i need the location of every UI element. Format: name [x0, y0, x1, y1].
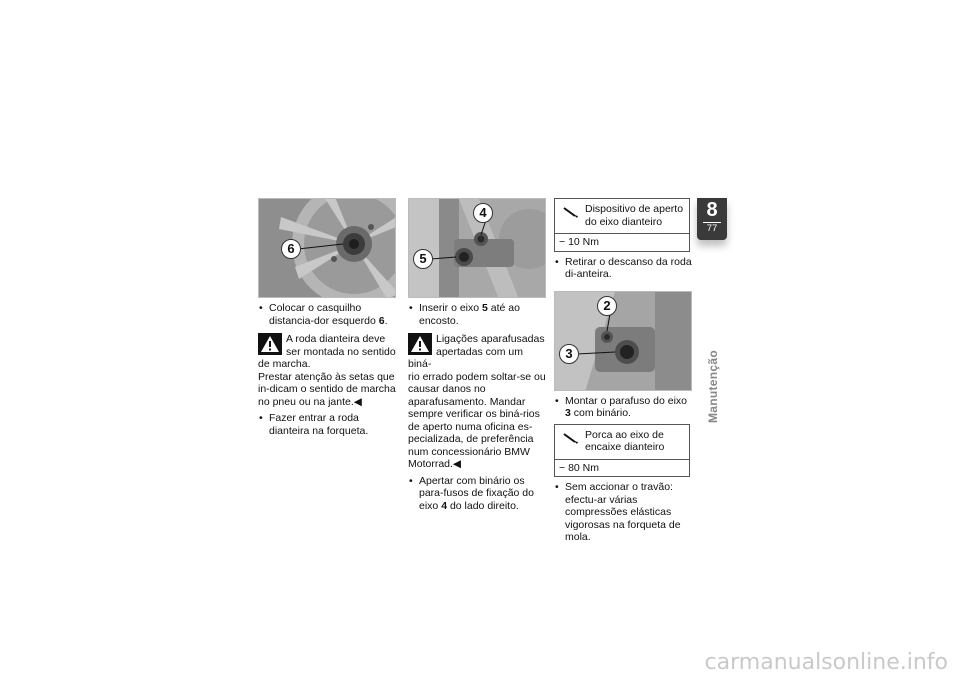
torque-spec-axle-clamp: Dispositivo de aperto do eixo dianteiro − 10 Nm: [554, 198, 690, 252]
callout-2: 2: [597, 296, 617, 316]
chapter-number: 8: [706, 199, 718, 221]
warning-direction: A roda dianteira deve ser montada no sentido de marcha. Prestar atenção às setas que in-dicam o sentido de marcha no pneu ou na jante.◀: [258, 333, 396, 408]
step-insert-axle: • Inserir o eixo 5 até ao encosto.: [408, 302, 546, 327]
step-remove-stand: • Retirar o descanso da roda di-anteira.: [554, 256, 692, 281]
watermark: carmanualsonline.info: [704, 650, 948, 675]
chapter-title: Manutenção: [706, 350, 720, 424]
column-1: [258, 198, 396, 437]
photo-axle-bolt: [554, 291, 692, 391]
callout-6: 6: [281, 239, 301, 259]
step-insert-wheel: • Fazer entrar a roda dianteira na forqueta.: [258, 412, 396, 437]
callout-4: 4: [473, 203, 493, 223]
warning-torque: Ligações aparafusadas apertadas com um biná- rio errado podem soltar-se ou causar danos no aparafusamento. Mandar sempre verificar os biná-rios de aperto numa oficina es-pecializada, de preferência num concessionário BMW Motorrad.◀: [408, 333, 546, 470]
step-compress-fork: • Sem accionar o travão: efectu-ar várias compressões elásticas vigorosas na forqueta de mola.: [554, 481, 692, 544]
callout-5: 5: [413, 249, 433, 269]
wheel-hub-illustration: [259, 199, 396, 298]
callout-3: 3: [559, 344, 579, 364]
warning-triangle-icon: [408, 333, 432, 355]
torque-wrench-icon: [563, 207, 579, 219]
column-2: [408, 198, 546, 512]
step-fit-spacer: • Colocar o casquilho distancia-dor esquerdo 6.: [258, 302, 396, 327]
chapter-tab: [697, 198, 727, 240]
column-3: [554, 198, 692, 544]
photo-wheel-hub: [258, 198, 396, 298]
step-fit-axle-bolt: • Montar o parafuso do eixo 3 com binário.: [554, 395, 692, 420]
warning-triangle-icon: [258, 333, 282, 355]
photo-axle-clamp: [408, 198, 546, 298]
torque-spec-axle-nut: Porca ao eixo de encaixe dianteiro − 80 Nm: [554, 424, 690, 478]
page-number: 77: [706, 223, 718, 234]
torque-wrench-icon: [563, 433, 579, 445]
axle-bolt-illustration: [555, 292, 692, 391]
step-tighten-clamp-bolts: • Apertar com binário os para-fusos de fixação do eixo 4 do lado direito.: [408, 475, 546, 513]
